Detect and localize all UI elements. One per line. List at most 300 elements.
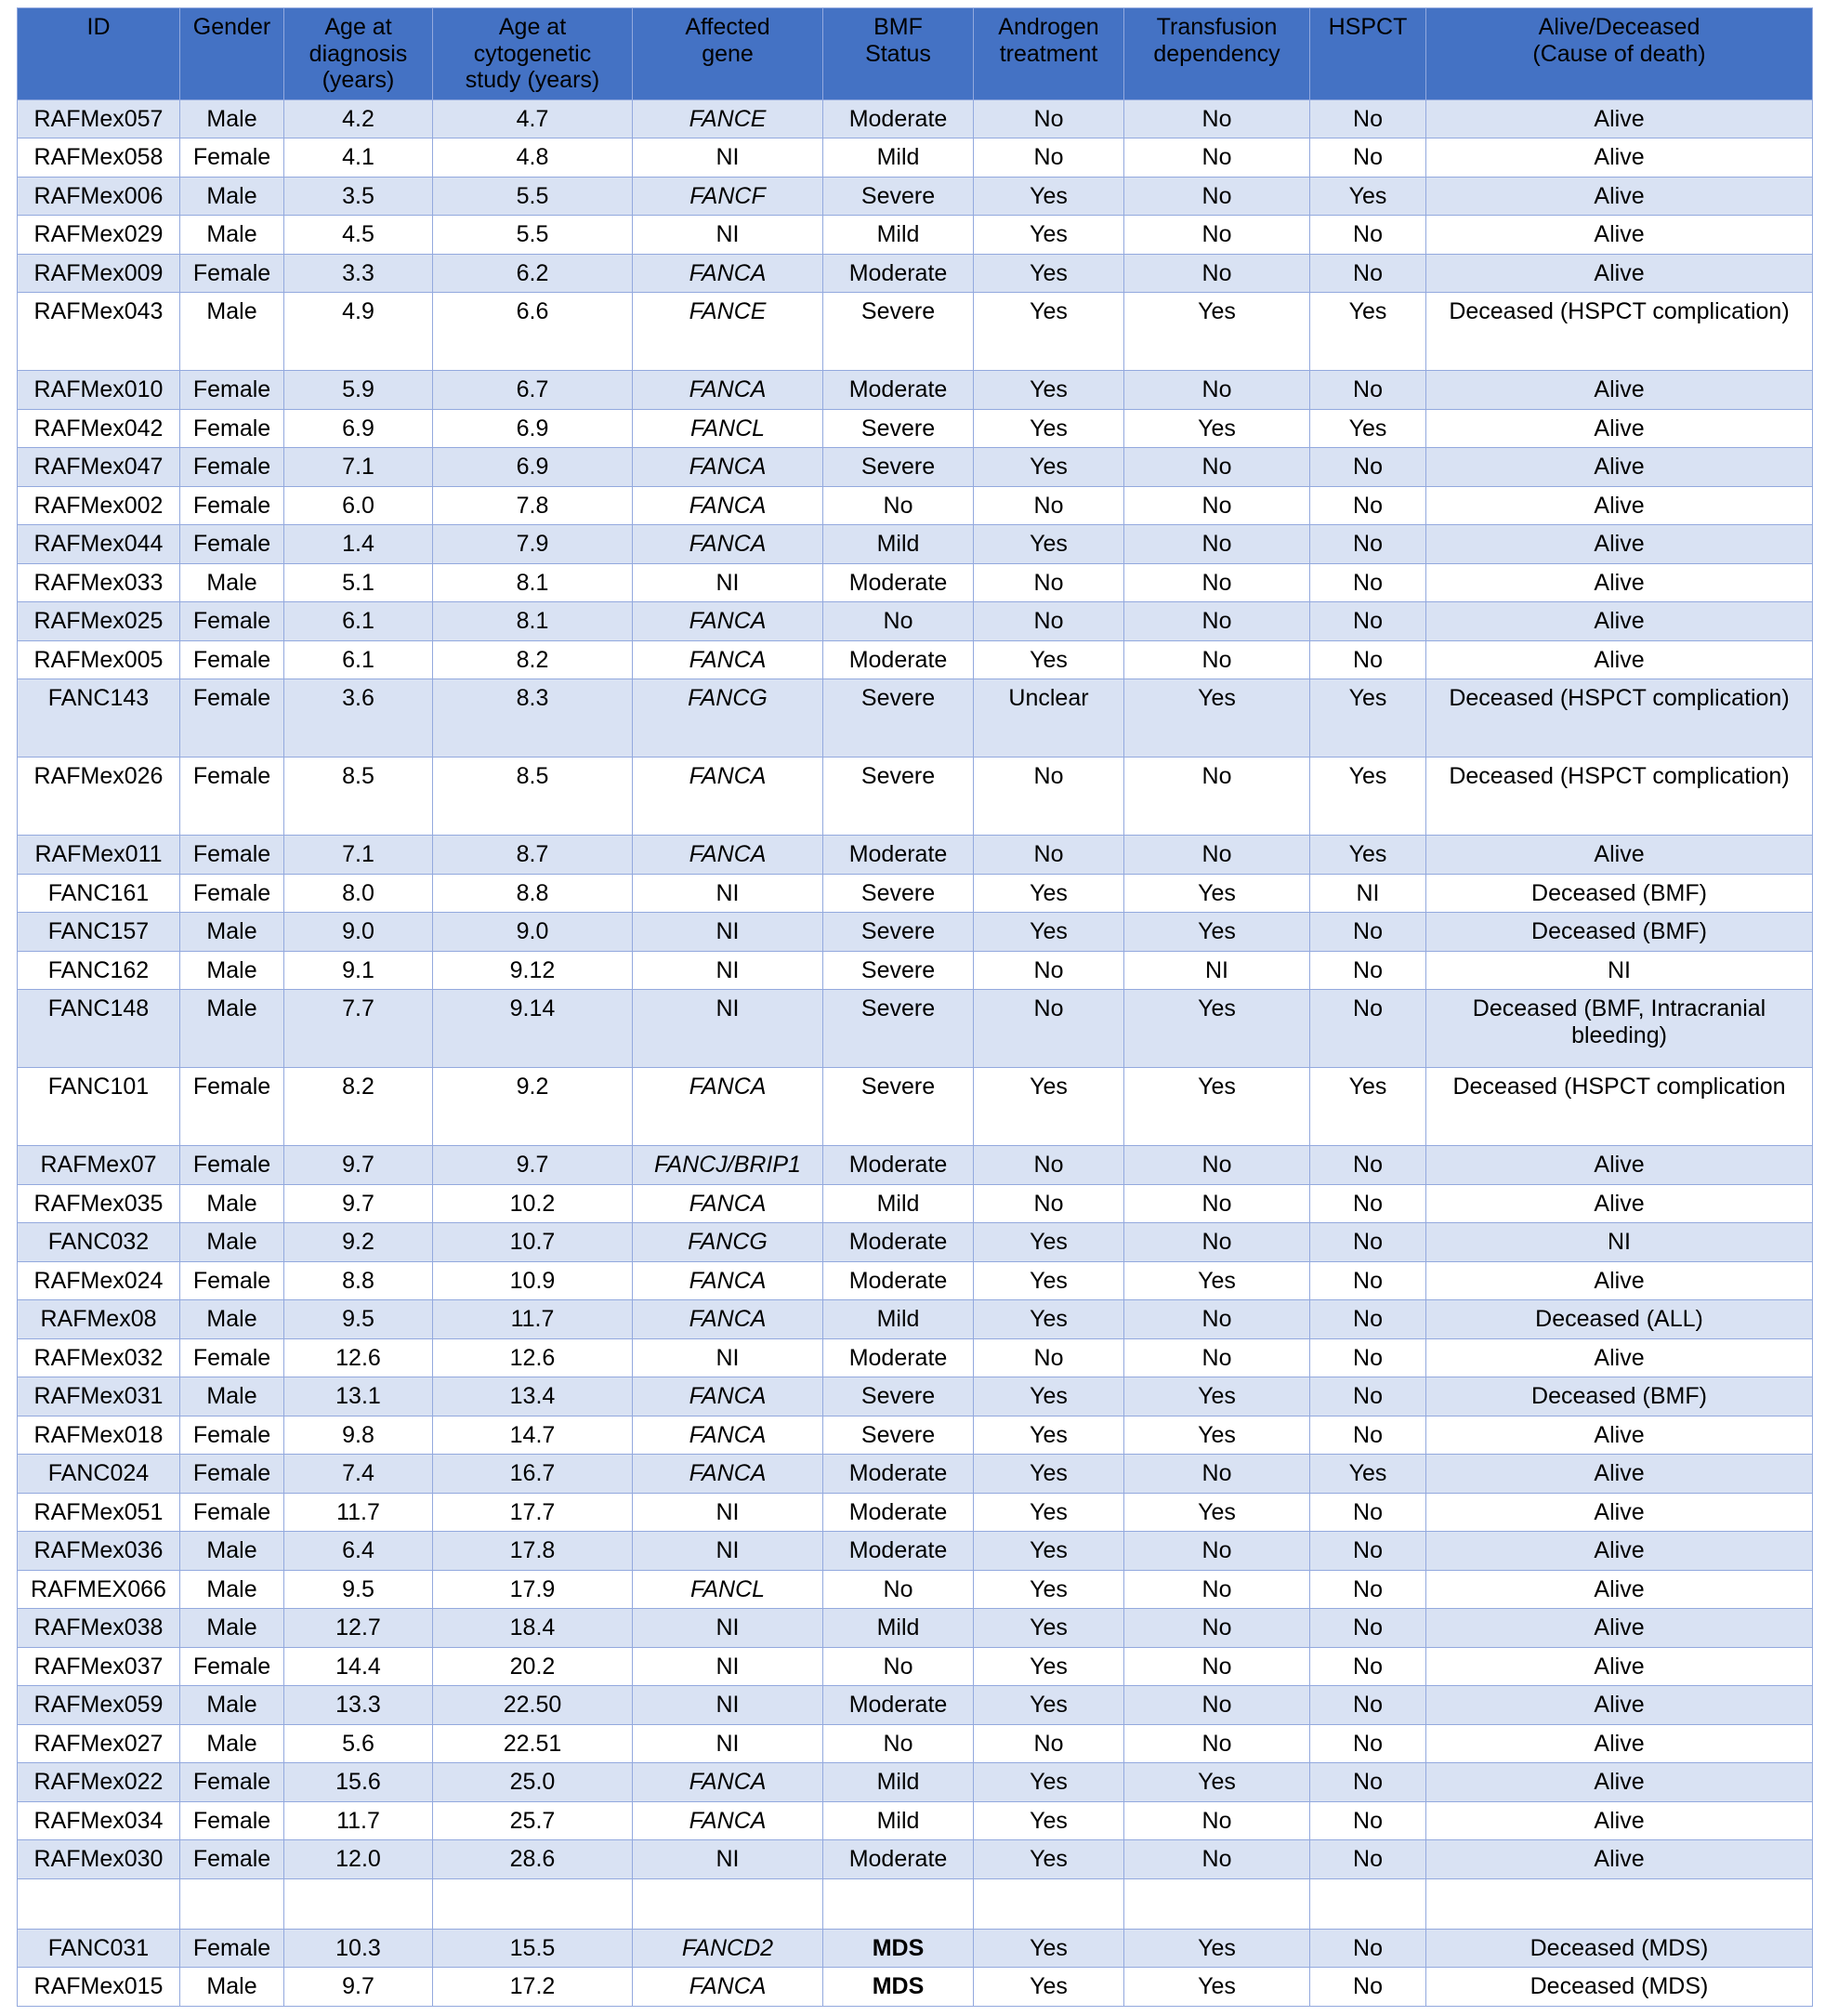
cell-transfusion: Yes — [1124, 1068, 1310, 1146]
cell-hspct: No — [1310, 138, 1426, 178]
cell-transfusion: No — [1124, 1724, 1310, 1763]
cell-id: RAFMex005 — [18, 640, 180, 679]
cell-gender: Female — [180, 836, 284, 875]
cell-bmf_status — [823, 1878, 974, 1929]
column-header-line: ID — [86, 14, 111, 40]
cell-bmf_status: Moderate — [823, 836, 974, 875]
cell-id: FANC162 — [18, 951, 180, 990]
cell-affected_gene: NI — [633, 1840, 823, 1879]
cell-age_cytogenetic: 6.6 — [433, 293, 633, 371]
cell-bmf_status: Severe — [823, 874, 974, 913]
cell-hspct: No — [1310, 1532, 1426, 1571]
cell-affected_gene — [633, 1878, 823, 1929]
column-header-gender — [180, 8, 284, 100]
cell-bmf_status: Severe — [823, 913, 974, 952]
cell-alive_deceased: Deceased (HSPCT complication) — [1426, 293, 1813, 371]
gene-symbol: FANCE — [689, 105, 767, 132]
gene-symbol: FANCA — [689, 531, 767, 557]
table-row — [18, 99, 1813, 138]
cell-bmf_status: Moderate — [823, 1146, 974, 1185]
cell-hspct: Yes — [1310, 177, 1426, 216]
cell-age_diagnosis: 7.1 — [284, 836, 433, 875]
cell-bmf_status: No — [823, 1724, 974, 1763]
cell-bmf_status: Moderate — [823, 254, 974, 293]
cell-alive_deceased: Deceased (MDS) — [1426, 1968, 1813, 2007]
cell-id: RAFMex057 — [18, 99, 180, 138]
cell-id: RAFMEX066 — [18, 1570, 180, 1609]
cell-gender: Male — [180, 1532, 284, 1571]
gene-symbol: FANCA — [689, 259, 767, 286]
gene-symbol: FANCA — [689, 1267, 767, 1294]
cell-id: RAFMex047 — [18, 448, 180, 487]
cell-age_diagnosis: 10.3 — [284, 1929, 433, 1968]
table-header — [18, 8, 1813, 100]
gene-symbol: FANCJ/BRIP1 — [654, 1152, 801, 1178]
cell-alive_deceased: Alive — [1426, 1455, 1813, 1494]
cell-alive_deceased: Deceased (BMF, Intracranial bleeding) — [1426, 990, 1813, 1068]
cell-transfusion: Yes — [1124, 913, 1310, 952]
gene-symbol: FANCE — [689, 298, 767, 324]
cell-id: FANC101 — [18, 1068, 180, 1146]
cell-affected_gene: NI — [633, 874, 823, 913]
cell-id — [18, 1878, 180, 1929]
cell-hspct: Yes — [1310, 409, 1426, 448]
cell-age_diagnosis: 6.1 — [284, 640, 433, 679]
cell-bmf_status: Moderate — [823, 371, 974, 410]
cell-affected_gene — [633, 371, 823, 410]
cell-hspct: No — [1310, 1184, 1426, 1223]
cell-age_diagnosis: 8.5 — [284, 758, 433, 836]
cell-gender: Female — [180, 1338, 284, 1377]
cell-age_cytogenetic: 6.7 — [433, 371, 633, 410]
cell-hspct: Yes — [1310, 1068, 1426, 1146]
cell-androgen: No — [974, 951, 1124, 990]
cell-androgen: Yes — [974, 1455, 1124, 1494]
gene-symbol: FANCG — [688, 685, 768, 711]
table-row — [18, 874, 1813, 913]
cell-affected_gene — [633, 679, 823, 758]
cell-bmf_status: Mild — [823, 1184, 974, 1223]
cell-affected_gene — [633, 1261, 823, 1300]
cell-androgen: Yes — [974, 371, 1124, 410]
cell-id: RAFMex038 — [18, 1609, 180, 1648]
cell-transfusion: No — [1124, 1532, 1310, 1571]
cell-androgen: Yes — [974, 1840, 1124, 1879]
cell-age_diagnosis: 13.1 — [284, 1377, 433, 1416]
cell-alive_deceased: Alive — [1426, 602, 1813, 641]
table-row — [18, 1532, 1813, 1571]
cell-hspct: Yes — [1310, 1455, 1426, 1494]
cell-hspct: No — [1310, 1968, 1426, 2007]
column-header-hspct — [1310, 8, 1426, 100]
table-row — [18, 1300, 1813, 1339]
cell-transfusion: No — [1124, 448, 1310, 487]
cell-id: RAFMex059 — [18, 1686, 180, 1725]
cell-transfusion: NI — [1124, 951, 1310, 990]
cell-gender: Male — [180, 951, 284, 990]
cell-bmf_status: Mild — [823, 1763, 974, 1802]
cell-hspct: No — [1310, 563, 1426, 602]
cell-affected_gene — [633, 602, 823, 641]
table-row — [18, 1068, 1813, 1146]
cell-transfusion: No — [1124, 1647, 1310, 1686]
cell-bmf_status: Moderate — [823, 640, 974, 679]
table-row — [18, 563, 1813, 602]
cell-gender: Female — [180, 679, 284, 758]
cell-bmf_status: Severe — [823, 448, 974, 487]
gene-symbol: FANCA — [689, 1074, 767, 1100]
cell-androgen: Yes — [974, 448, 1124, 487]
cell-bmf_status: Moderate — [823, 1261, 974, 1300]
cell-age_diagnosis: 13.3 — [284, 1686, 433, 1725]
cell-affected_gene: NI — [633, 1493, 823, 1532]
cell-transfusion: No — [1124, 525, 1310, 564]
cell-androgen: Yes — [974, 1801, 1124, 1840]
cell-age_cytogenetic: 22.51 — [433, 1724, 633, 1763]
gene-symbol: FANCD2 — [681, 1934, 774, 1961]
cell-gender: Female — [180, 758, 284, 836]
cell-id: RAFMex029 — [18, 216, 180, 255]
cell-transfusion: No — [1124, 1338, 1310, 1377]
cell-androgen: No — [974, 1338, 1124, 1377]
cell-affected_gene — [633, 1968, 823, 2007]
cell-bmf_status: No — [823, 1570, 974, 1609]
cell-age_diagnosis: 12.0 — [284, 1840, 433, 1879]
cell-androgen: Yes — [974, 293, 1124, 371]
cell-age_cytogenetic: 13.4 — [433, 1377, 633, 1416]
gene-symbol: FANCA — [689, 1769, 767, 1795]
table-row — [18, 486, 1813, 525]
cell-age_cytogenetic: 6.9 — [433, 409, 633, 448]
cell-androgen: Yes — [974, 1416, 1124, 1455]
cell-androgen: Yes — [974, 525, 1124, 564]
cell-age_diagnosis: 6.4 — [284, 1532, 433, 1571]
cell-androgen: Yes — [974, 254, 1124, 293]
table-row — [18, 913, 1813, 952]
cell-androgen: No — [974, 758, 1124, 836]
cell-bmf_status: Severe — [823, 679, 974, 758]
cell-gender: Female — [180, 1801, 284, 1840]
cell-gender: Female — [180, 1068, 284, 1146]
cell-id: RAFMex030 — [18, 1840, 180, 1879]
cell-id: FANC148 — [18, 990, 180, 1068]
cell-age_diagnosis: 6.9 — [284, 409, 433, 448]
cell-age_diagnosis: 9.7 — [284, 1968, 433, 2007]
table-row — [18, 679, 1813, 758]
cell-id: RAFMex043 — [18, 293, 180, 371]
cell-id: RAFMex010 — [18, 371, 180, 410]
column-header-line: Gender — [192, 14, 271, 40]
cell-transfusion: No — [1124, 602, 1310, 641]
cell-age_cytogenetic: 20.2 — [433, 1647, 633, 1686]
cell-bmf_status: Severe — [823, 758, 974, 836]
cell-bmf_status: Mild — [823, 1801, 974, 1840]
cell-age_diagnosis: 14.4 — [284, 1647, 433, 1686]
cell-affected_gene — [633, 525, 823, 564]
cell-hspct: No — [1310, 1929, 1426, 1968]
column-header-line: Status — [865, 40, 931, 67]
cell-affected_gene — [633, 1300, 823, 1339]
cell-alive_deceased: Alive — [1426, 448, 1813, 487]
gene-symbol: FANCA — [689, 763, 767, 789]
cell-androgen: No — [974, 836, 1124, 875]
cell-age_diagnosis: 11.7 — [284, 1801, 433, 1840]
gene-symbol: FANCF — [689, 182, 766, 209]
table-row — [18, 1724, 1813, 1763]
cell-androgen: Yes — [974, 913, 1124, 952]
cell-gender: Male — [180, 1223, 284, 1262]
cell-gender: Male — [180, 913, 284, 952]
cell-androgen: Yes — [974, 1929, 1124, 1968]
cell-gender: Female — [180, 138, 284, 178]
cell-alive_deceased: Alive — [1426, 371, 1813, 410]
cell-androgen: No — [974, 1184, 1124, 1223]
column-header-line: Alive/Deceased — [1538, 14, 1700, 40]
cell-hspct: No — [1310, 1647, 1426, 1686]
cell-alive_deceased: Alive — [1426, 836, 1813, 875]
cell-alive_deceased: Alive — [1426, 99, 1813, 138]
column-header-line: Androgen — [998, 14, 1099, 40]
table-row — [18, 602, 1813, 641]
gene-symbol: FANCL — [689, 1575, 766, 1602]
cell-age_cytogenetic: 6.9 — [433, 448, 633, 487]
cell-transfusion: Yes — [1124, 679, 1310, 758]
cell-id: FANC032 — [18, 1223, 180, 1262]
cell-transfusion — [1124, 1878, 1310, 1929]
cell-alive_deceased: Deceased (HSPCT complication) — [1426, 679, 1813, 758]
cell-age_cytogenetic: 9.2 — [433, 1068, 633, 1146]
cell-bmf_status: No — [823, 486, 974, 525]
cell-bmf_status — [823, 1929, 974, 1968]
cell-age_cytogenetic: 25.0 — [433, 1763, 633, 1802]
cell-transfusion: No — [1124, 177, 1310, 216]
cell-age_cytogenetic: 8.3 — [433, 679, 633, 758]
column-header-age_cytogenetic — [433, 8, 633, 100]
cell-age_diagnosis: 9.5 — [284, 1300, 433, 1339]
cell-age_cytogenetic: 10.2 — [433, 1184, 633, 1223]
cell-id: RAFMex027 — [18, 1724, 180, 1763]
column-header-transfusion — [1124, 8, 1310, 100]
cell-transfusion: No — [1124, 371, 1310, 410]
cell-bmf_status: Severe — [823, 177, 974, 216]
cell-hspct: No — [1310, 1570, 1426, 1609]
cell-alive_deceased: Alive — [1426, 1647, 1813, 1686]
cell-bmf_status: Severe — [823, 293, 974, 371]
table-row — [18, 758, 1813, 836]
cell-hspct: No — [1310, 254, 1426, 293]
cell-affected_gene — [633, 409, 823, 448]
cell-hspct: No — [1310, 371, 1426, 410]
table-row — [18, 1763, 1813, 1802]
cell-bmf_status — [823, 1968, 974, 2007]
cell-age_diagnosis: 9.7 — [284, 1146, 433, 1185]
cell-affected_gene — [633, 99, 823, 138]
cell-transfusion: Yes — [1124, 1377, 1310, 1416]
cell-affected_gene: NI — [633, 1686, 823, 1725]
column-header-affected_gene — [633, 8, 823, 100]
cell-transfusion: No — [1124, 836, 1310, 875]
cell-gender: Female — [180, 1455, 284, 1494]
cell-hspct: No — [1310, 951, 1426, 990]
cell-androgen: Yes — [974, 1968, 1124, 2007]
cell-androgen: No — [974, 1724, 1124, 1763]
column-header-line: Affected — [685, 14, 770, 40]
cell-alive_deceased: Alive — [1426, 254, 1813, 293]
cell-hspct: No — [1310, 1223, 1426, 1262]
cell-affected_gene — [633, 177, 823, 216]
cell-affected_gene — [633, 1763, 823, 1802]
cell-age_diagnosis: 9.5 — [284, 1570, 433, 1609]
cell-age_cytogenetic: 5.5 — [433, 216, 633, 255]
cell-age_cytogenetic: 8.1 — [433, 602, 633, 641]
cell-age_diagnosis: 6.1 — [284, 602, 433, 641]
cell-gender — [180, 1878, 284, 1929]
cell-alive_deceased: Alive — [1426, 1532, 1813, 1571]
column-header-androgen — [974, 8, 1124, 100]
cell-alive_deceased: Alive — [1426, 1261, 1813, 1300]
table-body — [18, 99, 1813, 2006]
cell-transfusion: No — [1124, 486, 1310, 525]
table-row — [18, 177, 1813, 216]
cell-hspct: No — [1310, 216, 1426, 255]
cell-id: RAFMex009 — [18, 254, 180, 293]
cell-age_diagnosis: 9.7 — [284, 1184, 433, 1223]
cell-id: FANC143 — [18, 679, 180, 758]
cell-androgen: Yes — [974, 640, 1124, 679]
cell-androgen: Yes — [974, 1068, 1124, 1146]
cell-age_diagnosis: 9.2 — [284, 1223, 433, 1262]
cell-affected_gene — [633, 448, 823, 487]
cell-hspct: Yes — [1310, 758, 1426, 836]
cell-age_cytogenetic: 28.6 — [433, 1840, 633, 1879]
table-row — [18, 1686, 1813, 1725]
cell-gender: Male — [180, 1377, 284, 1416]
cell-gender: Female — [180, 254, 284, 293]
cell-bmf_status: Severe — [823, 1068, 974, 1146]
cell-transfusion: No — [1124, 1840, 1310, 1879]
cell-hspct: NI — [1310, 874, 1426, 913]
cell-affected_gene — [633, 254, 823, 293]
cell-transfusion: No — [1124, 563, 1310, 602]
cell-bmf_status: Moderate — [823, 563, 974, 602]
column-header-line: gene — [702, 40, 754, 67]
gene-symbol: FANCA — [689, 1306, 767, 1332]
cell-androgen: Yes — [974, 1647, 1124, 1686]
table-row — [18, 990, 1813, 1068]
table-row — [18, 1455, 1813, 1494]
gene-symbol: FANCG — [688, 1229, 768, 1255]
cell-age_cytogenetic: 17.7 — [433, 1493, 633, 1532]
cell-androgen: Unclear — [974, 679, 1124, 758]
cell-gender: Male — [180, 1570, 284, 1609]
cell-affected_gene — [633, 1377, 823, 1416]
cell-alive_deceased: Alive — [1426, 563, 1813, 602]
cell-gender: Female — [180, 1261, 284, 1300]
cell-affected_gene: NI — [633, 1338, 823, 1377]
column-header-line: (years) — [322, 67, 395, 93]
cell-age_cytogenetic: 7.9 — [433, 525, 633, 564]
cell-affected_gene: NI — [633, 990, 823, 1068]
cell-age_cytogenetic: 14.7 — [433, 1416, 633, 1455]
column-header-age_diagnosis — [284, 8, 433, 100]
table-row — [18, 1801, 1813, 1840]
cell-androgen: Yes — [974, 1532, 1124, 1571]
cell-alive_deceased: Alive — [1426, 177, 1813, 216]
cell-affected_gene — [633, 1184, 823, 1223]
cell-age_cytogenetic: 8.2 — [433, 640, 633, 679]
cell-alive_deceased: Alive — [1426, 409, 1813, 448]
cell-transfusion: Yes — [1124, 1261, 1310, 1300]
table-row — [18, 254, 1813, 293]
cell-alive_deceased: Alive — [1426, 1801, 1813, 1840]
gene-symbol: FANCA — [689, 1460, 767, 1486]
cell-bmf_status: Mild — [823, 216, 974, 255]
cell-transfusion: Yes — [1124, 1416, 1310, 1455]
cell-bmf_status: Mild — [823, 1300, 974, 1339]
cell-age_diagnosis: 8.8 — [284, 1261, 433, 1300]
cell-hspct: Yes — [1310, 679, 1426, 758]
gene-symbol: FANCA — [689, 454, 767, 480]
cell-age_diagnosis: 5.9 — [284, 371, 433, 410]
cell-affected_gene: NI — [633, 563, 823, 602]
cell-gender: Female — [180, 371, 284, 410]
cell-affected_gene — [633, 1455, 823, 1494]
cell-gender: Female — [180, 1146, 284, 1185]
cell-affected_gene: NI — [633, 913, 823, 952]
cell-bmf_status: Moderate — [823, 1338, 974, 1377]
cell-id: RAFMex035 — [18, 1184, 180, 1223]
column-header-line: dependency — [1153, 40, 1280, 67]
cell-age_cytogenetic — [433, 1878, 633, 1929]
table-spacer-row — [18, 1878, 1813, 1929]
cell-alive_deceased: Alive — [1426, 640, 1813, 679]
column-header-line: study (years) — [465, 67, 600, 93]
table-row — [18, 1968, 1813, 2007]
cell-affected_gene — [633, 293, 823, 371]
gene-symbol: FANCA — [689, 1807, 767, 1834]
gene-symbol: FANCL — [689, 415, 766, 441]
cell-transfusion: No — [1124, 758, 1310, 836]
cell-id: RAFMex08 — [18, 1300, 180, 1339]
cell-gender: Male — [180, 1724, 284, 1763]
cell-age_cytogenetic: 17.9 — [433, 1570, 633, 1609]
gene-symbol: FANCA — [689, 376, 767, 402]
cell-affected_gene — [633, 1570, 823, 1609]
cell-androgen: Yes — [974, 1223, 1124, 1262]
cell-gender: Female — [180, 1763, 284, 1802]
cell-hspct: No — [1310, 1801, 1426, 1840]
column-header-bmf_status — [823, 8, 974, 100]
cell-id: RAFMex036 — [18, 1532, 180, 1571]
cell-alive_deceased: Deceased (BMF) — [1426, 913, 1813, 952]
table-row — [18, 293, 1813, 371]
cell-hspct: No — [1310, 640, 1426, 679]
cell-affected_gene: NI — [633, 1532, 823, 1571]
cell-age_cytogenetic: 17.2 — [433, 1968, 633, 2007]
cell-age_diagnosis: 6.0 — [284, 486, 433, 525]
cell-gender: Male — [180, 1184, 284, 1223]
cell-androgen: Yes — [974, 1609, 1124, 1648]
cell-gender: Male — [180, 1300, 284, 1339]
cell-age_cytogenetic: 8.8 — [433, 874, 633, 913]
cell-bmf_status: Severe — [823, 409, 974, 448]
cell-gender: Female — [180, 1929, 284, 1968]
cell-alive_deceased: Alive — [1426, 1840, 1813, 1879]
bmf-status-value: MDS — [872, 1934, 925, 1961]
cell-androgen: No — [974, 486, 1124, 525]
cell-gender: Male — [180, 990, 284, 1068]
cell-age_diagnosis: 4.2 — [284, 99, 433, 138]
